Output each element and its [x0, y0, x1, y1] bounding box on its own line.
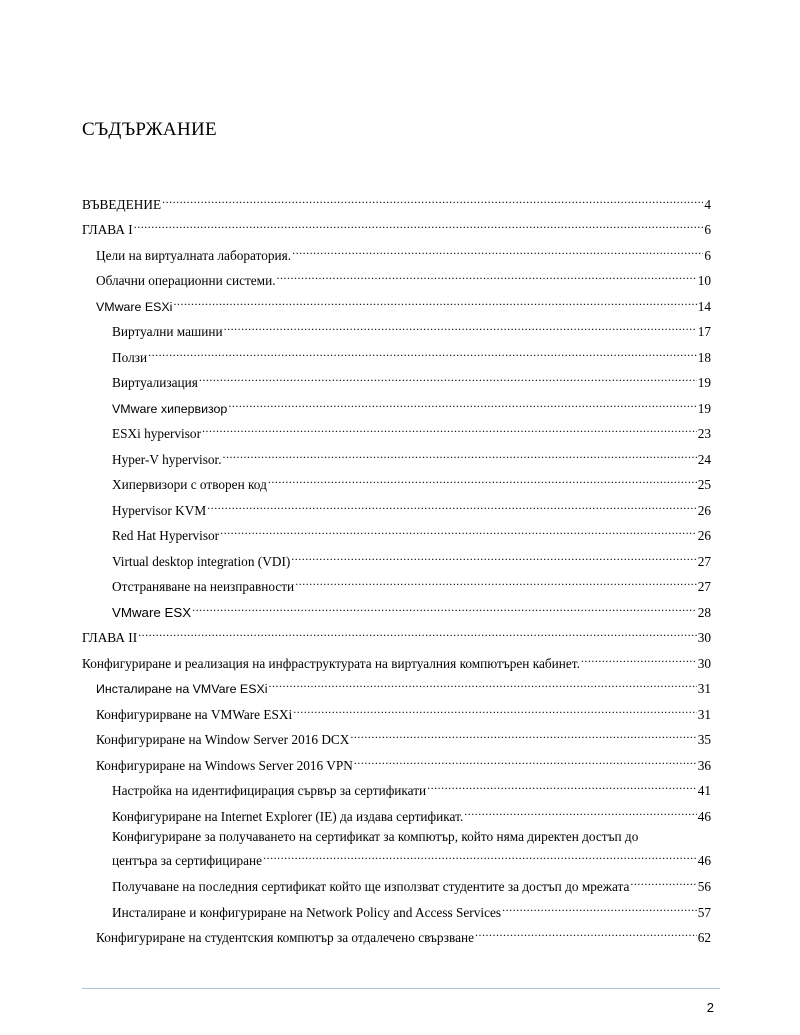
toc-leader: [475, 926, 697, 942]
toc-entry[interactable]: [112, 575, 711, 595]
toc-entry-page: 24: [697, 452, 711, 467]
toc-entry-page: 30: [697, 630, 711, 645]
toc-entry-text: Конфигуриране на Window Server 2016 DCX: [96, 732, 350, 747]
toc-leader: [350, 728, 696, 744]
toc-leader: [207, 499, 697, 515]
footer-divider: [82, 988, 720, 989]
toc-entry-text: Конфигуриране на студентския компютър за отдалечено свързване: [96, 930, 475, 945]
toc-leader: [292, 244, 703, 260]
toc-entry[interactable]: [96, 926, 711, 946]
toc-entry-text: Red Hat Hypervisor: [112, 528, 220, 543]
toc-leader: [630, 875, 696, 891]
toc-entry-page: 46: [697, 809, 711, 824]
toc-leader: [581, 652, 697, 668]
toc-entry-page: 4: [704, 197, 711, 212]
toc-entry[interactable]: [112, 422, 711, 442]
toc-entry-page: 57: [697, 905, 711, 920]
toc-entry[interactable]: [112, 346, 711, 366]
toc-leader: [291, 550, 696, 566]
page-number: 2: [706, 1000, 714, 1015]
toc-leader: [220, 524, 697, 540]
toc-entry-text: Конфигуриране на Internet Explorer (IE) да издава сертификат.: [112, 809, 464, 824]
toc-entry[interactable]: [112, 779, 711, 799]
toc-entry[interactable]: [112, 473, 711, 493]
toc-entry[interactable]: [96, 244, 711, 264]
toc-entry-page: 25: [697, 477, 711, 492]
toc-entry-page: 62: [697, 930, 711, 945]
toc-entry-text: Хипервизори с отворен код: [112, 477, 267, 492]
toc-entry-text: ГЛАВА I: [82, 222, 133, 237]
toc-entry-page: 6: [704, 248, 711, 263]
toc-entry[interactable]: [82, 626, 711, 646]
toc-entry-page: 18: [697, 350, 711, 365]
toc-entry-text: Hypervisor KVM: [112, 503, 207, 518]
toc-leader: [293, 703, 697, 719]
toc-entry-text: ESXi hypervisor: [112, 426, 202, 441]
toc-entry-page: 36: [697, 758, 711, 773]
toc-entry[interactable]: [112, 901, 711, 921]
toc-entry-text: Конфигуриране и реализация на инфраструктурата на виртуалния компютърен кабинет.: [82, 656, 580, 671]
toc-leader: [192, 601, 697, 617]
toc-entry-text: Конфигуриране за получаването на сертификат за компютър, който няма директен достъп до: [112, 829, 639, 844]
toc-leader: [138, 626, 697, 642]
toc-entry[interactable]: [82, 652, 711, 672]
toc-leader: [173, 295, 696, 311]
toc-entry-text: ГЛАВА II: [82, 630, 138, 645]
toc-entry[interactable]: [112, 397, 711, 417]
toc-entry-page: 19: [697, 401, 711, 416]
toc-entry-page: 6: [704, 222, 711, 237]
toc-entry[interactable]: [112, 448, 711, 468]
toc-entry-text: Virtual desktop integration (VDI): [112, 554, 291, 569]
toc-entry-page: 10: [697, 273, 711, 288]
toc-entry-page: 46: [697, 853, 711, 868]
toc-leader: [427, 779, 697, 795]
toc-entry-page: 26: [697, 503, 711, 518]
toc-leader: [228, 397, 696, 413]
toc-entry[interactable]: [82, 193, 711, 213]
toc-leader: [162, 193, 703, 209]
toc-entry-text: ВЪВЕДЕНИЕ: [82, 197, 162, 212]
toc-leader: [224, 320, 697, 336]
toc-entry-page: 28: [697, 605, 711, 620]
toc-entry[interactable]: [112, 550, 711, 570]
toc-entry[interactable]: [112, 805, 711, 825]
toc-leader: [268, 473, 697, 489]
toc-entry-text: VMware ESX: [112, 605, 192, 620]
toc-leader: [199, 371, 697, 387]
toc-entry-text: Ползи: [112, 350, 148, 365]
toc-entry-text: Конфигурирване на VMWare ESXi: [96, 707, 293, 722]
toc-entry[interactable]: [112, 499, 711, 519]
toc-entry-page: 41: [697, 783, 711, 798]
toc-entry[interactable]: [112, 371, 711, 391]
toc-entry[interactable]: [96, 728, 711, 748]
toc-entry-page: 19: [697, 375, 711, 390]
toc-leader: [202, 422, 697, 438]
toc-entry[interactable]: [112, 829, 711, 869]
toc-entry-text: Инсталиране и конфигуриране на Network Policy and Access Services: [112, 905, 502, 920]
toc-leader: [295, 575, 697, 591]
toc-leader: [354, 754, 697, 770]
toc-leader: [277, 269, 697, 285]
toc-entry-page: 35: [697, 732, 711, 747]
toc-entry-page: 27: [697, 579, 711, 594]
toc-entry-text: Конфигуриране на Windows Server 2016 VPN: [96, 758, 353, 773]
toc-entry[interactable]: [112, 875, 711, 895]
toc-entry[interactable]: [96, 754, 711, 774]
toc-leader: [223, 448, 697, 464]
toc-entry[interactable]: [112, 524, 711, 544]
toc-entry-text: Отстраняване на неизправности: [112, 579, 295, 594]
toc-entry-page: 26: [697, 528, 711, 543]
toc-entry-page: 30: [697, 656, 711, 671]
toc-entry-text: Облачни операционни системи.: [96, 273, 276, 288]
toc-title: СЪДЪРЖАНИЕ: [82, 119, 217, 140]
toc-entry-page: 14: [697, 299, 711, 314]
toc-entry-page: 27: [697, 554, 711, 569]
toc-entry[interactable]: [96, 295, 711, 315]
toc-entry[interactable]: [112, 601, 711, 621]
toc-entry-page: 23: [697, 426, 711, 441]
toc-leader: [263, 849, 697, 865]
toc-entry-text: VMware ESXi: [96, 300, 173, 314]
toc-leader: [502, 901, 697, 917]
toc-entry-page: 17: [697, 324, 711, 339]
toc-entry-page: 56: [697, 879, 711, 894]
toc-entry-text: VMware хипервизор: [112, 402, 228, 416]
toc-entry-text: Hyper-V hypervisor.: [112, 452, 222, 467]
toc-leader: [268, 677, 696, 693]
toc-entry[interactable]: [82, 218, 711, 238]
toc-entry[interactable]: [112, 320, 711, 340]
toc-entry[interactable]: [96, 677, 711, 697]
toc-entry-page: 31: [697, 681, 711, 696]
toc-leader: [148, 346, 697, 362]
toc-leader: [134, 218, 704, 234]
toc-entry[interactable]: [96, 269, 711, 289]
toc-entry-text: Настройка на идентифицирация сървър за сертификати: [112, 783, 427, 798]
toc-entry-text: Виртуални машини: [112, 324, 223, 339]
toc-entry-text: Цели на виртуалната лаборатория.: [96, 248, 292, 263]
toc-leader: [464, 805, 696, 821]
toc-entry-text: Инсталиране на VMVare ESXi: [96, 682, 268, 696]
toc-entry-page: 31: [697, 707, 711, 722]
toc-entry[interactable]: [96, 703, 711, 723]
toc-entry-text-continued: центъра за сертифициране: [112, 853, 263, 868]
toc-entry-text: Получаване на последния сертификат който ще използват студентите за достъп до мрежата: [112, 879, 630, 894]
toc-entry-text: Виртуализация: [112, 375, 198, 390]
